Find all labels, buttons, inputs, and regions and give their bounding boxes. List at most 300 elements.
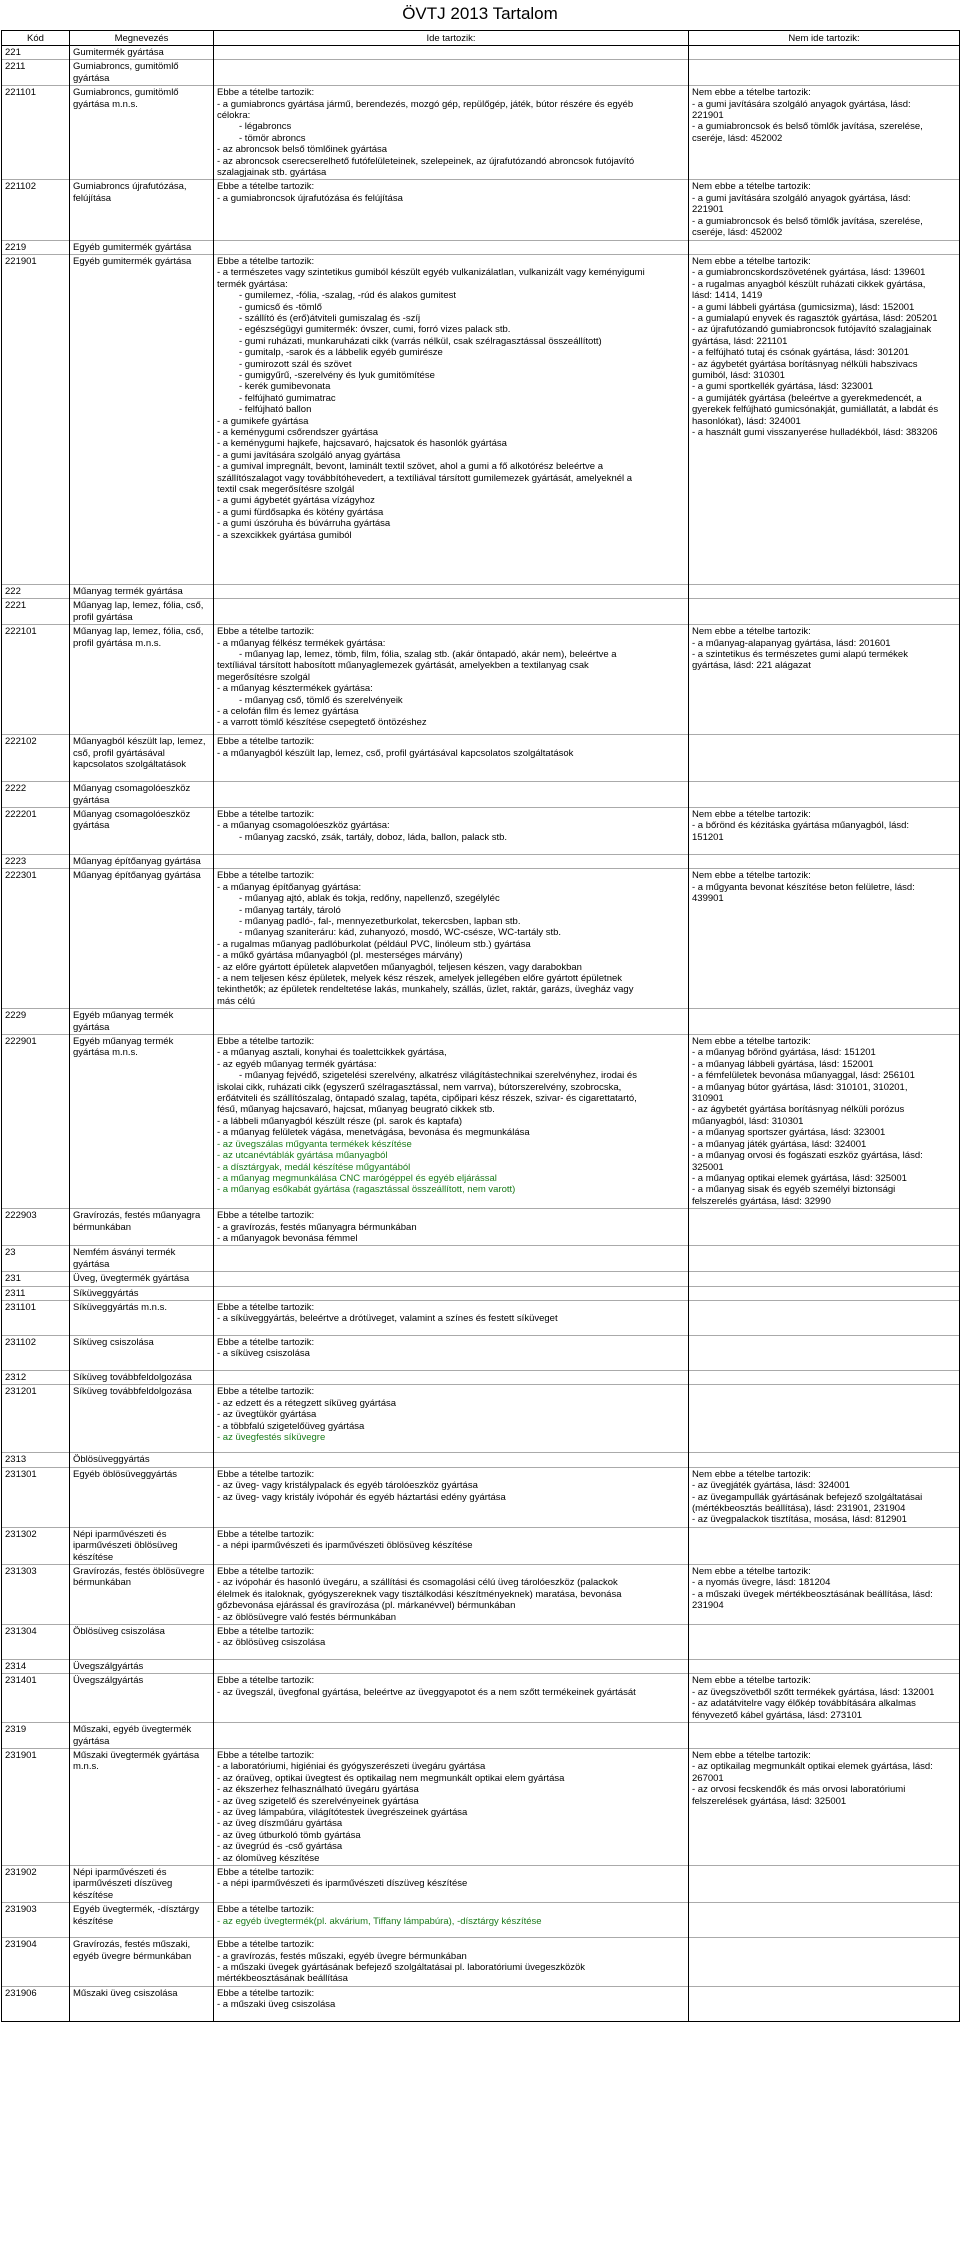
row-name: Műszaki üveg csiszolása	[70, 1986, 214, 2021]
row-includes	[214, 1272, 689, 1286]
include-line: - az utcanévtáblák gyártása műanyagból	[217, 1150, 388, 1162]
row-name: Műanyag csomagolóeszköz gyártása	[70, 782, 214, 808]
row-includes	[214, 1385, 689, 1453]
table-row	[2, 1986, 960, 2021]
row-code: 2211	[2, 60, 70, 86]
include-line: Ebbe a tételbe tartozik:	[217, 1866, 315, 1878]
exclude-line: 325001	[692, 1161, 724, 1173]
row-name: Üvegszálgyártás	[70, 1674, 214, 1723]
include-line: - az ivópohár és hasonló üvegáru, a szállítási és csomagolási célú üveg tárolóeszköz (palackok	[217, 1577, 618, 1589]
include-line: szalagjainak stb. gyártása	[217, 167, 327, 179]
exclude-line: hasonlókat), lásd: 324001	[692, 415, 801, 427]
row-code: 221101	[2, 86, 70, 180]
include-line: - felfújható gumimatrac	[239, 392, 336, 404]
include-line: - kerék gumibevonata	[239, 381, 331, 393]
include-line: - a rugalmas műanyag padlóburkolat (például PVC, linóleum stb.) gyártása	[217, 938, 531, 950]
row-code: 2229	[2, 1009, 70, 1035]
include-line: Ebbe a tételbe tartozik:	[217, 181, 315, 193]
row-code: 23	[2, 1246, 70, 1272]
row-name: Egyéb üvegtermék, -dísztárgy készítése	[70, 1903, 214, 1938]
exclude-line: felszerelések gyártása, lásd: 325001	[692, 1795, 847, 1807]
table-row	[2, 1286, 960, 1300]
exclude-line: lásd: 1414, 1419	[692, 290, 763, 302]
include-line: - a műanyag megmunkálása CNC marógéppel és egyéb eljárással	[217, 1172, 497, 1184]
include-line: - az egyéb műanyag termék gyártása:	[217, 1058, 377, 1070]
include-line: - a műanyagok bevonása fémmel	[217, 1232, 358, 1244]
include-line: Ebbe a tételbe tartozik:	[217, 1468, 315, 1480]
row-includes	[214, 782, 689, 808]
row-code: 2311	[2, 1286, 70, 1300]
include-line: - műanyag padló-, fal-, mennyezetburkolat, tekercsben, lapban stb.	[239, 915, 521, 927]
include-line: - a gumiabroncs gyártása jármű, berendezés, mozgó gép, repülőgép, játék, bútor részére és egyéb	[217, 98, 634, 110]
exclude-line: gyártása, lásd: 221 alágazat	[692, 660, 811, 672]
row-excludes	[689, 1565, 960, 1625]
row-name: Üvegszálgyártás	[70, 1660, 214, 1674]
row-name: Gumiabroncs, gumitömlő gyártása	[70, 60, 214, 86]
include-line: - a műanyag asztali, konyhai és toalettcikkek gyártása,	[217, 1047, 447, 1059]
table-row	[2, 1723, 960, 1749]
include-line: Ebbe a tételbe tartozik:	[217, 870, 315, 882]
table-row	[2, 1300, 960, 1335]
exclude-line: Nem ebbe a tételbe tartozik:	[692, 1468, 811, 1480]
exclude-line: Nem ebbe a tételbe tartozik:	[692, 181, 811, 193]
table-row	[2, 1565, 960, 1625]
row-includes	[214, 1986, 689, 2021]
include-line: Ebbe a tételbe tartozik:	[217, 626, 315, 638]
row-name: Öblösüveg csiszolása	[70, 1625, 214, 1660]
exclude-line: (mértékbeosztás beállítása), lásd: 231901, 231904	[692, 1503, 906, 1514]
table-row	[2, 1865, 960, 1902]
exclude-line: műanyagból, lásd: 310301	[692, 1115, 804, 1127]
row-excludes	[689, 1865, 960, 1902]
exclude-line: - az optikailag megmunkált optikai elemek gyártása, lásd:	[692, 1761, 933, 1773]
include-line: - az üvegfestés síküvegre	[217, 1432, 326, 1443]
row-includes	[214, 1370, 689, 1384]
include-line: - a műszaki üveg csiszolása	[217, 1999, 336, 2011]
include-line: - a műanyag építőanyag gyártása:	[217, 881, 362, 893]
row-name: Műanyag építőanyag gyártása	[70, 869, 214, 1009]
row-name: Műszaki, egyéb üvegtermék gyártása	[70, 1723, 214, 1749]
row-excludes	[689, 735, 960, 782]
exclude-line: - a műanyag játék gyártása, lásd: 324001	[692, 1138, 867, 1150]
include-line: - a gumi fürdősapka és kötény gyártása	[217, 506, 384, 518]
include-line: - a gravírozás, festés műszaki, egyéb üvegre bérmunkában	[217, 1950, 467, 1962]
row-code: 222	[2, 584, 70, 598]
include-line: - műanyag cső, tömlő és szerelvényeik	[239, 694, 403, 706]
table-row	[2, 254, 960, 584]
include-line: - a keménygumi hajkefe, hajcsavaró, hajcsatok és hasonlók gyártása	[217, 438, 507, 450]
include-line: - a népi iparművészeti és iparművészeti öblösüveg készítése	[217, 1540, 473, 1552]
row-includes	[214, 180, 689, 240]
table-row	[2, 240, 960, 254]
exclude-line: felszerelés gyártása, lásd: 32990	[692, 1195, 831, 1207]
include-line: Ebbe a tételbe tartozik:	[217, 1528, 315, 1540]
table-row	[2, 625, 960, 735]
row-excludes	[689, 1209, 960, 1246]
row-code: 2219	[2, 240, 70, 254]
exclude-line: - az újrafutózandó gumiabroncsok futójavító szalagjainak	[692, 324, 932, 336]
include-line: - a varrott tömlő készítése csepegtető öntözéshez	[217, 717, 427, 729]
row-excludes	[689, 1335, 960, 1370]
include-line: - a gumiabroncsok újrafutózása és felújítása	[217, 192, 403, 204]
row-includes	[214, 1035, 689, 1209]
exclude-line: Nem ebbe a tételbe tartozik:	[692, 626, 811, 638]
row-includes	[214, 1903, 689, 1938]
row-excludes	[689, 180, 960, 240]
row-name: Gumiabroncs, gumitömlő gyártása m.n.s.	[70, 86, 214, 180]
row-code: 2312	[2, 1370, 70, 1384]
row-excludes	[689, 1660, 960, 1674]
table-row	[2, 599, 960, 625]
row-name: Gumitermék gyártása	[70, 46, 214, 60]
include-line: - a műanyag csomagolóeszköz gyártása:	[217, 820, 390, 832]
include-line: - az öblösüveg csiszolása	[217, 1637, 326, 1649]
include-line: Ebbe a tételbe tartozik:	[217, 808, 315, 820]
include-line: Ebbe a tételbe tartozik:	[217, 1939, 315, 1951]
row-excludes	[689, 1453, 960, 1467]
row-excludes	[689, 1938, 960, 1987]
row-includes	[214, 854, 689, 868]
row-excludes	[689, 854, 960, 868]
include-line: - az üveg- vagy kristálypalack és egyéb tárolóeszköz gyártása	[217, 1480, 478, 1492]
exclude-line: Nem ebbe a tételbe tartozik:	[692, 1566, 811, 1578]
row-name: Gumiabroncs újrafutózása, felújítása	[70, 180, 214, 240]
include-line: Ebbe a tételbe tartozik:	[217, 1749, 315, 1761]
include-line: - felfújható ballon	[239, 404, 312, 416]
row-code: 231401	[2, 1674, 70, 1723]
include-line: célokra:	[217, 110, 251, 122]
table-row	[2, 1674, 960, 1723]
include-line: - az ékszerhez felhasználható üvegáru gyártása	[217, 1784, 419, 1796]
exclude-line: Nem ebbe a tételbe tartozik:	[692, 1036, 811, 1048]
exclude-line: - a műszaki üvegek mértékbeosztásának beállítása, lásd:	[692, 1588, 933, 1600]
exclude-line: - a műanyag optikai elemek gyártása, lásd: 325001	[692, 1172, 907, 1184]
row-code: 231102	[2, 1335, 70, 1370]
exclude-line: - a gumi sportkellék gyártása, lásd: 323001	[692, 381, 874, 393]
table-row	[2, 1009, 960, 1035]
include-line: - a műanyag félkész termékek gyártása:	[217, 637, 386, 649]
row-includes	[214, 1335, 689, 1370]
include-line: textíliával társított habosított műanyaglemezek gyártását, amelyekben a textilanyag csak	[217, 660, 589, 672]
row-code: 231201	[2, 1385, 70, 1453]
table-row	[2, 1467, 960, 1527]
include-line: Ebbe a tételbe tartozik:	[217, 1675, 315, 1687]
row-code: 231903	[2, 1903, 70, 1938]
row-code: 221901	[2, 254, 70, 584]
row-includes	[214, 599, 689, 625]
row-excludes	[689, 1625, 960, 1660]
include-line: fésű, műanyag hajcsavaró, hajcsat, műanyag beugrató cikkek stb.	[217, 1104, 495, 1116]
table-row	[2, 735, 960, 782]
exclude-line: gumiból, lásd: 310301	[692, 369, 785, 381]
row-code: 2319	[2, 1723, 70, 1749]
include-line: - a gumi ágybetét gyártása vízágyhoz	[217, 495, 375, 507]
table-row	[2, 86, 960, 180]
row-code: 2221	[2, 599, 70, 625]
row-excludes	[689, 1370, 960, 1384]
exclude-line: fényvezető kábel gyártása, lásd: 273101	[692, 1709, 863, 1721]
row-excludes	[689, 599, 960, 625]
include-line: - műanyag lap, lemez, tömb, film, fólia, szalag stb. (akár öntapadó, akár nem), beleértve a	[239, 648, 617, 660]
row-code: 231301	[2, 1467, 70, 1527]
exclude-line: - a gumiabroncsok és belső tömlők javítása, szerelése,	[692, 215, 923, 227]
table-row	[2, 1209, 960, 1246]
exclude-line: Nem ebbe a tételbe tartozik:	[692, 87, 811, 99]
include-line: - az öblösüvegre való festés bérmunkában	[217, 1611, 397, 1623]
exclude-line: - az üvegszövetből szőtt termékek gyártása, lásd: 132001	[692, 1686, 935, 1698]
row-includes	[214, 60, 689, 86]
row-code: 222903	[2, 1209, 70, 1246]
exclude-line: 310901	[692, 1093, 724, 1105]
row-excludes	[689, 1300, 960, 1335]
row-includes	[214, 86, 689, 180]
exclude-line: Nem ebbe a tételbe tartozik:	[692, 870, 811, 882]
include-line: - a síküveg csiszolása	[217, 1348, 310, 1360]
row-code: 231304	[2, 1625, 70, 1660]
row-includes	[214, 1748, 689, 1865]
include-line: gőzbevonása ejárással és gravírozása (pl. márkanévvel) bérmunkában	[217, 1600, 516, 1612]
content-table	[1, 30, 960, 2022]
row-name: Síküveg továbbfeldolgozása	[70, 1385, 214, 1453]
include-line: iskolai cikk, ruházati cikk (egyszerű szélragasztással, nem varrva), bútorszerelvény, szobrocska,	[217, 1081, 622, 1093]
table-row	[2, 1370, 960, 1384]
row-includes	[214, 1453, 689, 1467]
table-row	[2, 46, 960, 60]
row-name: Nemfém ásványi termék gyártása	[70, 1246, 214, 1272]
table-row	[2, 854, 960, 868]
row-includes	[214, 1660, 689, 1674]
exclude-line: - a műgyanta bevonat készítése beton felületre, lásd:	[692, 881, 915, 893]
include-line: - a keménygumi csőrendszer gyártása	[217, 427, 379, 438]
include-line: - műanyag tartály, tároló	[239, 904, 341, 916]
include-line: - a műkő gyártása műanyagból (pl. mesterséges márvány)	[217, 950, 463, 962]
include-line: mértékbeosztásának beállítása	[217, 1973, 348, 1985]
exclude-line: - az orvosi fecskendők és más orvosi laboratóriumi	[692, 1784, 906, 1796]
table-row	[2, 60, 960, 86]
include-line: - az abroncsok belső tömlőinek gyártása	[217, 144, 388, 156]
row-name: Népi iparművészeti és iparművészeti díszüveg készítése	[70, 1865, 214, 1902]
include-line: - egészségügyi gumitermék: óvszer, cumi, forró vizes palack stb.	[239, 324, 511, 336]
include-line: Ebbe a tételbe tartozik:	[217, 1626, 315, 1638]
row-includes	[214, 1300, 689, 1335]
include-line: - az edzett és a rétegzett síküveg gyártása	[217, 1397, 397, 1409]
row-excludes	[689, 625, 960, 735]
exclude-line: - a műanyag sisak és egyéb személyi biztonsági	[692, 1184, 896, 1196]
row-name: Gravírozás, festés műanyagra bérmunkában	[70, 1209, 214, 1246]
include-line: - gumigyűrű, -szerelvény és lyuk gumitömítése	[239, 369, 435, 381]
exclude-line: - a nyomás üvegre, lásd: 181204	[692, 1577, 831, 1589]
row-excludes	[689, 1748, 960, 1865]
table-header-row	[2, 31, 960, 46]
include-line: - gumilemez, -fólia, -szalag, -rúd és alakos gumitest	[239, 290, 456, 302]
table-row	[2, 1246, 960, 1272]
header-code: Kód	[2, 31, 70, 46]
exclude-line: cseréje, lásd: 452002	[692, 132, 783, 144]
include-line: - a gumi javítására szolgáló anyag gyártása	[217, 449, 401, 461]
include-line: Ebbe a tételbe tartozik:	[217, 1987, 315, 1999]
row-includes	[214, 735, 689, 782]
exclude-line: - a szintetikus és természetes gumi alapú termékek	[692, 648, 908, 660]
row-code: 231101	[2, 1300, 70, 1335]
include-line: - tömör abroncs	[239, 132, 306, 144]
row-includes	[214, 1625, 689, 1660]
include-line: - az egyéb üvegtermék(pl. akvárium, Tiffany lámpabúra), -dísztárgy készítése	[217, 1915, 542, 1927]
row-includes	[214, 1723, 689, 1749]
row-excludes	[689, 782, 960, 808]
row-excludes	[689, 807, 960, 854]
include-line: - az üveg- vagy kristály ivópohár és egyéb háztartási edény gyártása	[217, 1491, 506, 1503]
include-line: - a szexcikkek gyártása gumiból	[217, 529, 352, 541]
row-includes	[214, 240, 689, 254]
include-line: - a nem teljesen kész épületek, melyek kész részek, amelyek jellegében előre gyártott épületnek	[217, 973, 623, 984]
include-line: Ebbe a tételbe tartozik:	[217, 736, 315, 748]
row-code: 222201	[2, 807, 70, 854]
exclude-line: - az üvegjáték gyártása, lásd: 324001	[692, 1480, 850, 1492]
include-line: - a lábbeli műanyagból készült része (pl. sarok és kaptafa)	[217, 1115, 463, 1127]
exclude-line: - a műanyag lábbeli gyártása, lásd: 152001	[692, 1058, 874, 1070]
row-excludes	[689, 254, 960, 584]
include-line: termék gyártása:	[217, 278, 288, 290]
exclude-line: - a műanyag-alapanyag gyártása, lásd: 201601	[692, 637, 891, 649]
include-line: - az üvegszálas műgyanta termékek készítése	[217, 1138, 412, 1150]
row-code: 231	[2, 1272, 70, 1286]
row-code: 231904	[2, 1938, 70, 1987]
table-body	[2, 46, 960, 2022]
include-line: - gumitalp, -sarok és a lábbelik egyéb gumirésze	[239, 347, 443, 359]
table-row	[2, 1938, 960, 1987]
row-code: 231906	[2, 1986, 70, 2021]
row-code: 2313	[2, 1453, 70, 1467]
row-code: 2222	[2, 782, 70, 808]
include-line: élelmek és italoknak, gyógyszereknek vagy tisztálkodási készítményeknek) maratása, bevonása	[217, 1588, 622, 1600]
include-line: - műanyag ajtó, ablak és tokja, redőny, napellenző, szegélyléc	[239, 893, 500, 905]
include-line: Ebbe a tételbe tartozik:	[217, 1210, 315, 1222]
exclude-line: - az üvegampullák gyártásának befejező szolgáltatásai	[692, 1491, 923, 1503]
row-name: Egyéb öblösüveggyártás	[70, 1467, 214, 1527]
include-line: - az abroncsok cserecserelhető futófelületeinek, szelepeinek, az újrafutózandó abroncsok futójavító	[217, 155, 635, 167]
exclude-line: - a műanyag bútor gyártása, lásd: 310101, 310201,	[692, 1081, 908, 1093]
exclude-line: cseréje, lásd: 452002	[692, 227, 783, 239]
row-excludes	[689, 1467, 960, 1527]
row-excludes	[689, 60, 960, 86]
include-line: szállítószalagot vagy továbbítóhevedert, a textíliával társított gumilemezek gyártását, amelyeknél a	[217, 472, 633, 484]
row-name: Üveg, üvegtermék gyártása	[70, 1272, 214, 1286]
row-includes	[214, 1865, 689, 1902]
table-row	[2, 584, 960, 598]
row-includes	[214, 1527, 689, 1564]
row-excludes	[689, 584, 960, 598]
include-line: Ebbe a tételbe tartozik:	[217, 1566, 315, 1578]
include-line: - a celofán film és lemez gyártása	[217, 705, 359, 717]
table-row	[2, 1660, 960, 1674]
row-name: Műanyag csomagolóeszköz gyártása	[70, 807, 214, 854]
row-name: Öblösüveggyártás	[70, 1453, 214, 1467]
include-line: - a műanyag felületek vágása, menetvágása, bevonása és megmunkálása	[217, 1127, 530, 1139]
include-line: - műanyag fejvédő, szigetelési szerelvény, alkatrész világítástechnikai szerelvényhez, irodai és	[239, 1070, 637, 1082]
table-row	[2, 1903, 960, 1938]
row-code: 231303	[2, 1565, 70, 1625]
exclude-line: 221901	[692, 204, 724, 216]
row-code: 222102	[2, 735, 70, 782]
row-includes	[214, 1246, 689, 1272]
row-includes	[214, 254, 689, 584]
exclude-line: - a műanyag bőrönd gyártása, lásd: 151201	[692, 1047, 876, 1059]
row-includes	[214, 1467, 689, 1527]
row-excludes	[689, 1986, 960, 2021]
row-includes	[214, 807, 689, 854]
include-line: - az ólomüveg készítése	[217, 1852, 320, 1864]
table-row	[2, 1625, 960, 1660]
include-line: - a gumikefe gyártása	[217, 415, 309, 427]
table-row	[2, 782, 960, 808]
include-line: - műanyag szaniteráru: kád, zuhanyozó, mosdó, WC-csésze, WC-tartály stb.	[239, 927, 562, 939]
row-excludes	[689, 1272, 960, 1286]
row-excludes	[689, 46, 960, 60]
exclude-line: 221901	[692, 110, 724, 122]
row-name: Műanyag építőanyag gyártása	[70, 854, 214, 868]
include-line: - a műanyag késztermékek gyártása:	[217, 683, 373, 695]
exclude-line: 151201	[692, 831, 724, 843]
include-line: Ebbe a tételbe tartozik:	[217, 255, 315, 267]
include-line: - a műszaki üvegek gyártásának befejező szolgáltatásai pl. laboratóriumi üvegeszközök	[217, 1962, 586, 1973]
include-line: - a gravírozás, festés műanyagra bérmunkában	[217, 1221, 417, 1233]
include-line: - az üveg szigetelő és szerelvényeinek gyártása	[217, 1795, 419, 1807]
exclude-line: - a bőrönd és kézitáska gyártása műanyagból, lásd:	[692, 820, 910, 832]
exclude-line: - az üvegpalackok tisztítása, mosása, lásd: 812901	[692, 1514, 907, 1526]
row-name: Egyéb műanyag termék gyártása	[70, 1009, 214, 1035]
include-line: Ebbe a tételbe tartozik:	[217, 1301, 315, 1313]
row-excludes	[689, 1903, 960, 1938]
include-line: - a természetes vagy szintetikus gumiból készült egyéb vulkanizálatlan, vulkanizált vagy keményigumi	[217, 267, 645, 279]
include-line: - az óraüveg, optikai üvegtest és optikailag nem megmunkált optikai elem gyártása	[217, 1772, 565, 1784]
include-line: - a népi iparművészeti és iparművészeti díszüveg készítése	[217, 1878, 468, 1890]
row-excludes	[689, 240, 960, 254]
table-row	[2, 1385, 960, 1453]
row-excludes	[689, 1674, 960, 1723]
row-name: Síküveg csiszolása	[70, 1335, 214, 1370]
row-code: 231901	[2, 1748, 70, 1865]
table-row	[2, 1527, 960, 1564]
exclude-line: Nem ebbe a tételbe tartozik:	[692, 1675, 811, 1687]
row-includes	[214, 1565, 689, 1625]
header-excludes: Nem ide tartozik:	[689, 31, 960, 46]
row-name: Egyéb gumitermék gyártása	[70, 254, 214, 584]
exclude-line: - a műanyag sportszer gyártása, lásd: 323001	[692, 1127, 886, 1139]
row-includes	[214, 625, 689, 735]
row-excludes	[689, 1723, 960, 1749]
exclude-line: - a műanyag orvosi és fogászati eszköz gyártása, lásd:	[692, 1150, 923, 1162]
include-line: erőátviteli és szállítószalag, öntapadó szalag, tapéta, cipőipari kész részek, szivar- és cigarettatartó,	[217, 1093, 637, 1105]
exclude-line: - az ágybetét gyártása borításnyag nélküli habszivacs	[692, 358, 918, 370]
table-row	[2, 1453, 960, 1467]
include-line: - az üveg lámpabúra, világítótestek üvegrészeinek gyártása	[217, 1806, 468, 1818]
header-includes: Ide tartozik:	[214, 31, 689, 46]
row-name: Műanyag lap, lemez, fólia, cső, profil gyártása	[70, 599, 214, 625]
exclude-line: - az ágybetét gyártása borításnyag nélküli porózus	[692, 1104, 905, 1116]
row-code: 222101	[2, 625, 70, 735]
table-row	[2, 1272, 960, 1286]
table-row	[2, 1748, 960, 1865]
row-includes	[214, 1286, 689, 1300]
exclude-line: gyártása, lásd: 221101	[692, 335, 788, 347]
include-line: - az üveg útburkoló tömb gyártása	[217, 1829, 361, 1841]
row-excludes	[689, 869, 960, 1009]
row-excludes	[689, 1286, 960, 1300]
include-line: Ebbe a tételbe tartozik:	[217, 1386, 315, 1398]
exclude-line: - a használt gumi visszanyerése hulladékból, lásd: 383206	[692, 427, 938, 438]
include-line: tekinthetők; az épületek rendeltetése lakás, munkahely, szállás, üzlet, raktár, garázs, üvegház vagy	[217, 984, 634, 996]
include-line: Ebbe a tételbe tartozik:	[217, 87, 315, 99]
